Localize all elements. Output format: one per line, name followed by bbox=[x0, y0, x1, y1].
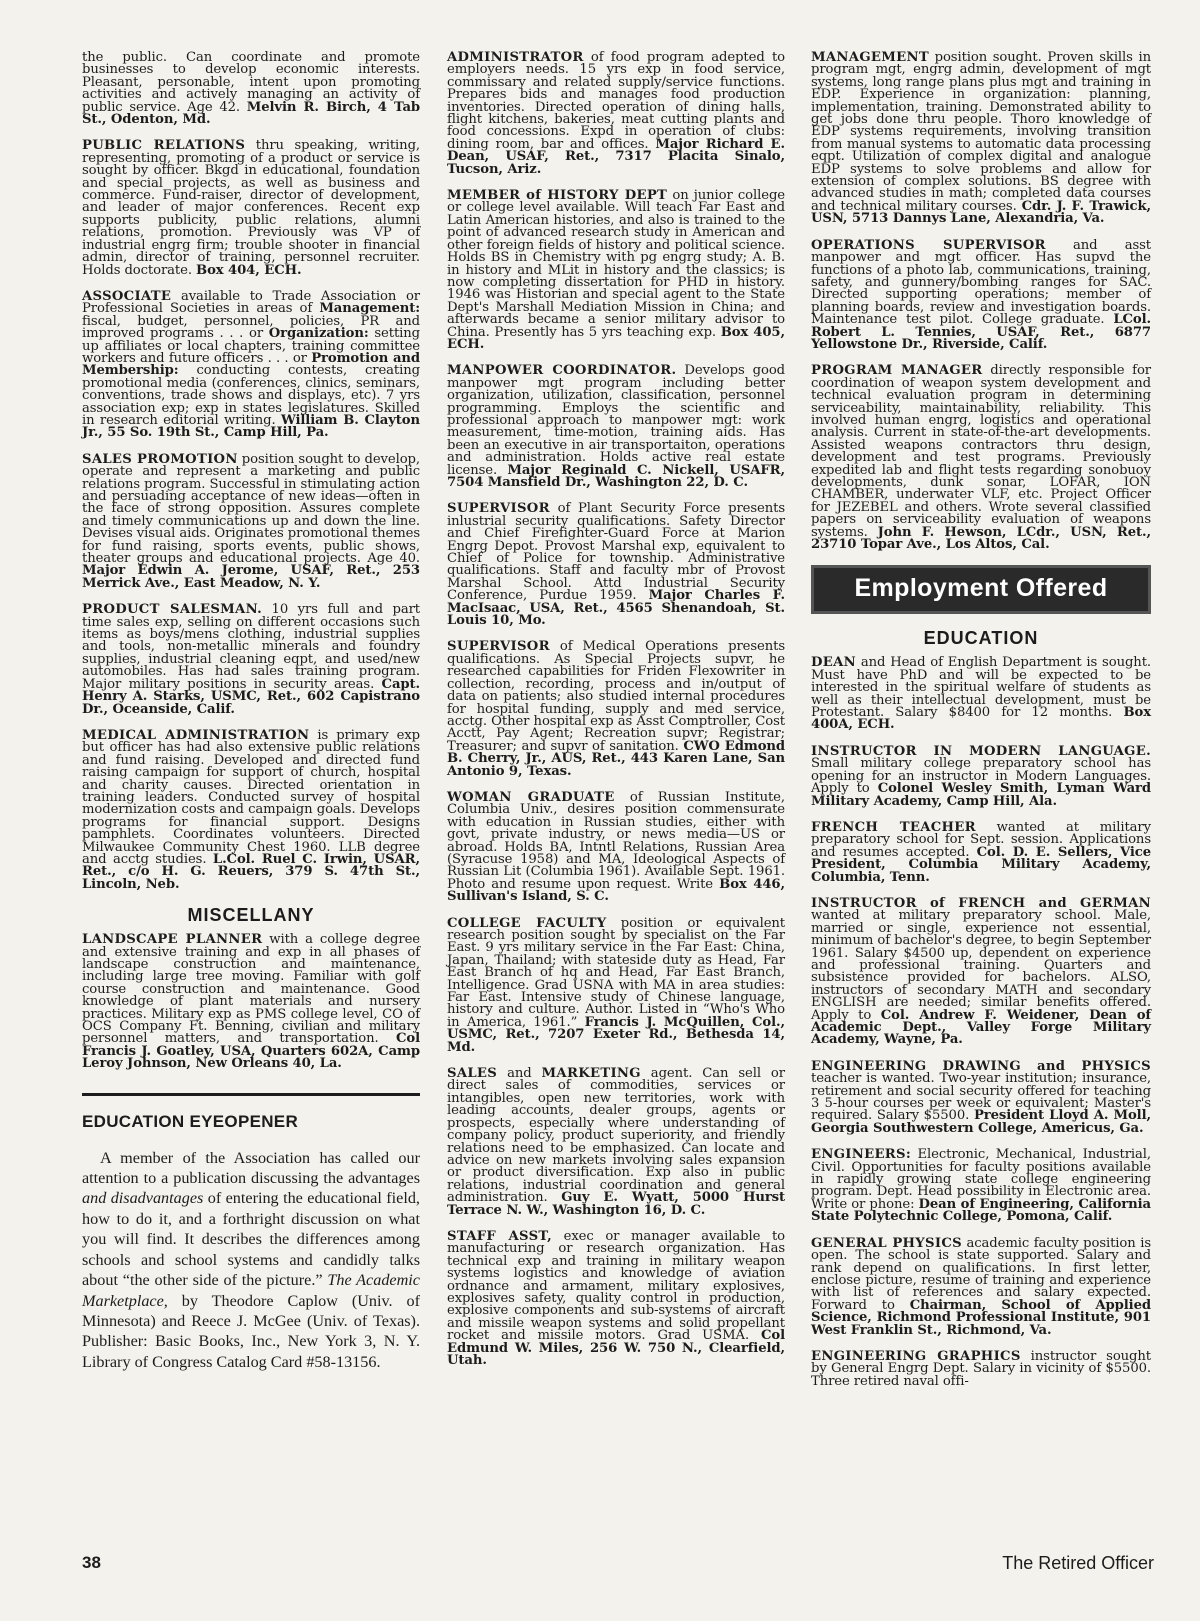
classified-ad: INSTRUCTOR of FRENCH and GERMAN wanted at military preparatory school. Male, married or single, experience not essential, minimum of bachelor's degree, to begin September 1961. Salary $4500 up, dependent on experience and professional training. Quarters and subsistence provided for bachelors. ALSO, instructors of secondary MATH and secondary ENGLISH are needed; similar benefits offered. Apply to Col. Andrew F. Weidener, Dean of Academic Dept., Valley Forge Military Academy, Wayne, Pa. bbox=[811, 895, 1151, 1048]
classified-ad: ENGINEERING GRAPHICS instructor sought by General Engrg Dept. Salary in vicinity of $5500. Three retired naval offi- bbox=[811, 1348, 1151, 1389]
classified-ad: SALES PROMOTION position sought to develop, operate and represent a marketing and public relations program. Successful in stimulating action and persuading acceptance of new ideas—often in the face of strong opposition. Assures complete and timely communications up and down the line. Devises visual aids. Originates promotional themes for fund raising, sports events, public shows, theater groups and educational projects. Age 40. Major Edwin A. Jerome, USAF, Ret., 253 Merrick Ave., East Meadow, N. Y. bbox=[82, 451, 420, 591]
classified-ad: SALES and MARKETING agent. Can sell or direct sales of commodities, services or intangibles, open new territories, work with leading accounts, dealer groups, agents or prospects, especially where understanding of company policy, product superiority, and friendly relations need to be emphasized. Can locate and advice on new markets involving sales expansion or product diversification. Exp also in public relations, industrial coordination and general administration. Guy E. Wyatt, 5000 Hurst Terrace N. W., Washington 16, D. C. bbox=[447, 1066, 785, 1218]
eyeopener-body: A member of the Association has called our attention to a publication discussing the advantages and disadvantages of entering the educational field, how to do it, and a forthright discussion on what you will find. It describes the differences among schools and school systems and candidly talks about “the other side of the picture.” The Academic Marketplace, by Theodore Caplow (Univ. of Minnesota) and Reece J. McGee (Univ. of Texas). Publisher: Basic Books, Inc., New York 3, N. Y. Library of Congress Catalog Card #58-13156. bbox=[82, 1148, 420, 1371]
classified-ad: WOMAN GRADUATE of Russian Institute, Columbia Univ., desires position commensurate with education in Russian studies, either with govt, private industry, or news media—US or abroad. Holds BA, Intntl Relations, Russian Area (Syracuse 1958) and MA, Ideological Aspects of Russian Lit (Columbia 1961). Available Sept. 1961. Photo and resume upon request. Write Box 446, Sullivan's Island, S. C. bbox=[447, 789, 785, 905]
employment-offered-banner: Employment Offered bbox=[811, 565, 1151, 614]
divider bbox=[82, 1093, 420, 1096]
classified-ad: PUBLIC RELATIONS thru speaking, writing, representing, promoting of a product or service is sought by officer. Bkgd in educational, foundation and special projects, as well as business and commerce. Fund-raiser, director of development, and leader of major conferences. Recent exp supports publicity, public relations, alumni relations, promotion. Previously was VP of industrial engrg firm; trouble shooter in financial admin, director of training, personnel recruiter. Holds doctorate. Box 404, ECH. bbox=[82, 138, 421, 278]
classified-ad: SUPERVISOR of Plant Security Force presents inlustrial security qualifications. Safety Director and Chief Firefighter-Guard Force at Marion Engrg Depot. Provost Marshal exp, equivalent to Chief of Police for township. Administrative qualifications. Staff and faculty mbr of Provost Marshal School. Attd Industrial Security Conference, Purdue 1959. Major Charles F. MacIsaac, USA, Ret., 4565 Shenandoah, St. Louis 10, Mo. bbox=[447, 501, 785, 629]
page-number: 38 bbox=[82, 1553, 101, 1572]
column-middle bbox=[447, 52, 785, 1381]
classified-ad: ASSOCIATE available to Trade Association or Professional Societies in areas of Management: fiscal, budget, personnel, policies, PR and improved programs . . . or Organization: setting up affiliates or local chapters, training committee workers and future officers . . . or Promotion and Membership: conducting contests, creating promotional media (conferences, clinics, seminars, conventions, trade shows and displays, etc). 7 yrs association exp; exp in states legislatures. Skilled in research editorial writing. William B. Clayton Jr., 55 So. 19th St., Camp Hill, Pa. bbox=[82, 288, 420, 441]
classified-ad: PROGRAM MANAGER directly responsible for coordination of weapon system development and technical evaluation program in determining serviceability, maintainability, reliability. This involved human engrg, logistics and operational analysis. Current in state-of-the-art developments. Assisted weapons contractors thru design, development and test programs. Previously expedited lab and flight tests regarding sonobuoy developments, dunk sonar, LOFAR, ION CHAMBER, underwater VLF, etc. Project Officer for JEZEBEL and others. Wrote several classified papers on serviceability evaluation of weapons systems. John F. Hewson, LCdr., USN, Ret., 23710 Topar Ave., Los Altos, Cal. bbox=[811, 363, 1151, 553]
section-heading-education: EDUCATION bbox=[923, 628, 1039, 649]
classified-ad: OPERATIONS SUPERVISOR and asst manpower and mgt officer. Has supvd the functions of a photo lab, communications, training, safety, and gunnery/bombing ranges for SAC. Directed supporting operations; member of planning boards, review and investigation boards. Maintenance test pilot. College graduate. LCol. Robert L. Tennies, USAF, Ret., 6877 Yellowstone Dr., Riverside, Calif. bbox=[811, 237, 1152, 352]
classified-ad: MANAGEMENT position sought. Proven skills in program mgt, engrg admin, development of mgt systems, long range plans plus mgt and training in EDP. Experience in organization: planning, implementation, training. Demonstrated ability to get jobs done thru people. Thoro knowledge of EDP systems requirements, involving transition from manual systems to automatic data processing eqpt. Utilization of complex digital and analogue EDP systems to solve problems and allow for extension of complex solutions. BS degree with advanced studies in math; completed data courses and technical military courses. Cdr. J. F. Trawick, USN, 5713 Dannys Lane, Alexandria, Va. bbox=[811, 50, 1151, 227]
classified-ad: PRODUCT SALESMAN. 10 yrs full and part time sales exp, selling on different occasions such items as boys/mens clothing, industrial supplies and tools, non-metallic minerals and foundry supplies, industrial cleaning eqpt, and used/new automobiles. Has had sales training program. Major military positions in security areas. Capt. Henry A. Starks, USMC, Ret., 602 Capistrano Dr., Oceanside, Calif. bbox=[82, 602, 420, 717]
magazine-name: The Retired Officer bbox=[1002, 1553, 1154, 1573]
eyeopener-title: EDUCATION EYEOPENER bbox=[82, 1111, 299, 1131]
classified-ad: DEAN and Head of English Department is sought. Must have PhD and will be expected to be interested in the spiritual welfare of students as well as their intellectual development, must be Protestant. Salary $8400 for 12 months. Box 400A, ECH. bbox=[811, 655, 1151, 733]
classified-ad: the public. Can coordinate and promote businesses to develop economic interests. Pleasant, personable, intent upon promoting activities and actively managing an activity of public service. Age 42. Melvin R. Birch, 4 Tab St., Odenton, Md. bbox=[82, 50, 421, 128]
classified-ad: LANDSCAPE PLANNER with a college degree and extensive training and exp in all phases of landscape construction and maintenance, including large tree moving. Familiar with golf course construction and maintenance. Good knowledge of plant materials and nursery practices. Military exp as PMS college level, CO of OCS Company Ft. Benning, civilian and military personnel matters, and transportation. Col Francis J. Goatley, USA, Quarters 602A, Camp Leroy Johnson, New Orleans 40, La. bbox=[82, 932, 420, 1072]
classified-ad: GENERAL PHYSICS academic faculty position is open. The school is state supported. Salary and rank depend on qualifications. In first letter, enclose picture, resume of training and experience with list of references and salary expected. Forward to Chairman, School of Applied Science, Richmond Professional Institute, 901 West Franklin St., Richmond, Va. bbox=[811, 1235, 1152, 1338]
column-right bbox=[811, 52, 1151, 1402]
classified-ad: INSTRUCTOR IN MODERN LANGUAGE. Small military college preparatory school has opening for an instructor in Modern Languages. Apply to Colonel Wesley Smith, Lyman Ward Military Academy, Camp Hill, Ala. bbox=[811, 743, 1151, 809]
classified-ad: MEMBER of HISTORY DEPT on junior college or college level available. Will teach Far East and Latin American histories, and also is trained to the point of advanced research study in American and other foreign fields of history and political science. Holds BS in Chemistry with pg engrg study; A. B. in history and MLit in history and the classics; is now completing dissertation for PHD in history. 1946 was Historian and special agent to the State Dept's Marshall Mediation Mission in China; and afterwards became a senior military advisor to China. Presently has 5 yrs teaching exp. Box 405, ECH. bbox=[447, 188, 786, 352]
classified-ad: COLLEGE FACULTY position or equivalent research position sought by specialist on the Far East. 9 yrs military service in the Far East: China, Japan, Thailand; with stateside duty as Head, Far East Branch of hq and Head, Far East Branch, Intelligence. Grad USNA with MA in area studies: Far East. Intensive study of Chinese language, history and culture. Author. Listed in “Who's Who in America, 1961.” Francis J. McQuillen, Col., USMC, Ret., 7207 Exeter Rd., Bethesda 14, Md. bbox=[447, 915, 785, 1055]
classified-ad: ENGINEERS: Electronic, Mechanical, Industrial, Civil. Opportunities for faculty positions available in rapidly growing state college engineering program. Dept. Head possibility in Electronic area. Write or phone: Dean of Engineering, California State Polytechnic College, Pomona, Calif. bbox=[811, 1147, 1151, 1225]
classified-ad: SUPERVISOR of Medical Operations presents qualifications. As Special Projects supvr, he researched capabilities for Friden Flexowriter in collection, recording, process and in/output of data on patients; also studied internal procedures for hospital funding, supply and med service, acctg. Other hospital exp as Asst Comptroller, Cost Acctt, Pay Agent; Recreation supvr; Registrar; Treasurer; and supvr of sanitation. CWO Edmond B. Cherry, Jr., AUS, Ret., 443 Karen Lane, San Antonio 9, Texas. bbox=[447, 639, 785, 779]
classified-ad: STAFF ASST, exec or manager available to manufacturing or research organization. Has technical exp and training in military weapon systems logistics and knowledge of aviation ordnance and armament, military explosives, explosives safety, quality control in production, explosive components and sub-systems of aircraft and missile weapon systems and solid propellant rocket and missile motors. Grad USMA. Col Edmund W. Miles, 256 W. 750 N., Clearfield, Utah. bbox=[447, 1228, 785, 1368]
classified-ad: ENGINEERING DRAWING and PHYSICS teacher is wanted. Two-year institution; insurance, retirement and social security offered for teaching 3 5-hour courses per week or equivalent; Master's required. Salary $5500. President Lloyd A. Moll, Georgia Southwestern College, Americus, Ga. bbox=[811, 1058, 1151, 1136]
classified-ad: FRENCH TEACHER wanted at military preparatory school for Sept. session. Applications and resumes accepted. Col. D. E. Sellers, Vice President, Columbia Military Academy, Columbia, Tenn. bbox=[811, 819, 1151, 885]
column-left bbox=[82, 52, 420, 1372]
section-heading-miscellany: MISCELLANY bbox=[187, 905, 315, 926]
classified-ad: MEDICAL ADMINISTRATION is primary exp but officer has had also extensive public relations and fund raising. Developed and directed fund raising campaign for support of church, hospital and charity causes. Directed orientation in training leaders. Conducted survey of hospital modernization costs and campaign goals. Develops programs for financial support. Designs pamphlets. Coordinates volunteers. Directed Milwaukee Community Chest 1960. LLB degree and acctg studies. L.Col. Ruel C. Irwin, USAR, Ret., c/o H. G. Reuers, 379 S. 47th St., Lincoln, Neb. bbox=[82, 727, 420, 892]
classified-ad: MANPOWER COORDINATOR. Develops good manpower mgt program including better organization, utilization, classification, personnel programming. Employs the scientific and professional approach to manpower mgt: work measurement, time-motion, training aids. Has been an executive in air transportaiton, operations and administration. Holds active real estate license. Major Reginald C. Nickell, USAFR, 7504 Mansfield Dr., Washington 22, D. C. bbox=[447, 363, 786, 490]
classified-ad: ADMINISTRATOR of food program adepted to employers needs. 15 yrs exp in food service, commissary and related supply/service functions. Prepares bids and manages food production inventories. Directed operation of dining halls, flight kitchens, bakeries, meat cutting plants and food concessions. Expd in operation of clubs: dining room, bar and offices. Major Richard E. Dean, USAF, Ret., 7317 Placita Sinalo, Tucson, Ariz. bbox=[447, 50, 785, 177]
